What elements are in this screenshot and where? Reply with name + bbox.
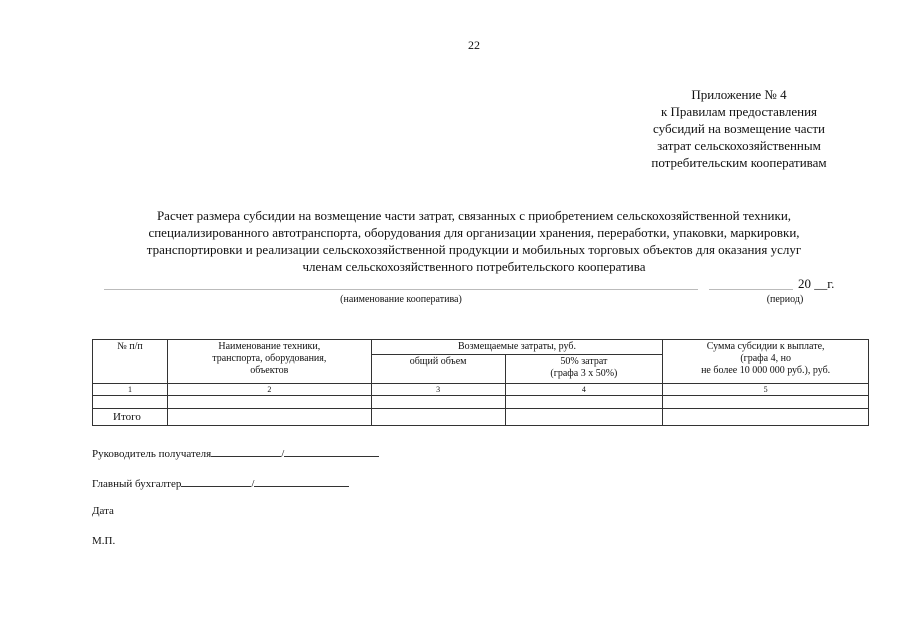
cooperative-name-blank — [104, 289, 698, 290]
column-number: 5 — [663, 384, 869, 396]
head-signature-line: Руководитель получателя / — [92, 446, 379, 460]
header-line: транспорта, оборудования, — [212, 353, 327, 364]
page-number: 22 — [468, 38, 480, 52]
header-line: 50% затрат — [560, 356, 608, 367]
appendix-line: субсидий на возмещение части — [653, 121, 825, 136]
header-number: № п/п — [93, 340, 168, 384]
header-line: (графа 4, но — [740, 353, 791, 364]
table-row — [93, 396, 869, 409]
column-number: 1 — [93, 384, 168, 396]
header-line: Сумма субсидии к выплате, — [706, 341, 825, 352]
period-blank — [709, 289, 793, 290]
header-line: Наименование техники, — [218, 341, 321, 352]
name-blank[interactable] — [254, 476, 349, 487]
table-cell[interactable] — [93, 396, 168, 409]
head-signature-label: Руководитель получателя — [92, 448, 212, 460]
header-half-costs — [505, 355, 663, 384]
appendix-line: Приложение № 4 — [691, 87, 787, 102]
table-header-row — [93, 340, 869, 355]
total-row — [93, 409, 869, 426]
accountant-signature-line: Главный бухгалтер / — [92, 476, 349, 490]
title-line: Расчет размера субсидии на возмещение части затрат, связанных с приобретением сельскохозяйственной техники, — [156, 208, 792, 223]
cooperative-name-label: (наименование кооператива) — [340, 294, 462, 305]
header-line: не более 10 000 000 руб.), руб. — [701, 365, 831, 376]
name-blank[interactable] — [284, 446, 379, 457]
title-line: специализированного автотранспорта, оборудования для организации хранения, переработки, упаковки, маркировки, — [148, 225, 800, 240]
header-costs-group: Возмещаемые затраты, руб. — [371, 340, 663, 355]
table-cell[interactable] — [505, 409, 663, 426]
header-subsidy-amount — [663, 340, 869, 384]
appendix-line: к Правилам предоставления — [660, 104, 818, 119]
period-year: 20 __г. — [798, 276, 835, 291]
date-label: Дата — [92, 505, 114, 517]
column-number: 3 — [371, 384, 505, 396]
header-total-volume: общий объем — [371, 355, 505, 384]
appendix-header — [589, 86, 849, 171]
subsidy-calculation-table — [92, 339, 869, 426]
header-equipment-name — [167, 340, 371, 384]
header-line: объектов — [250, 365, 289, 376]
table-cell[interactable] — [371, 409, 505, 426]
accountant-signature-label: Главный бухгалтер — [92, 478, 182, 490]
table-cell[interactable] — [663, 396, 869, 409]
column-number: 4 — [505, 384, 663, 396]
signature-blank[interactable] — [211, 446, 281, 457]
table-cell[interactable] — [371, 396, 505, 409]
table-cell[interactable] — [167, 409, 371, 426]
appendix-line: потребительским кооперативам — [651, 155, 827, 170]
seal-label: М.П. — [92, 535, 116, 547]
table-cell[interactable] — [505, 396, 663, 409]
title-line: транспортировки и реализации сельскохозяйственной продукции и мобильных торговых объектов для оказания услуг — [146, 242, 802, 257]
document-title — [84, 207, 864, 275]
table-cell[interactable] — [167, 396, 371, 409]
column-number: 2 — [167, 384, 371, 396]
total-label: Итого — [93, 409, 168, 426]
period-label: (период) — [766, 294, 804, 305]
column-numbers-row — [93, 384, 869, 396]
appendix-line: затрат сельскохозяйственным — [657, 138, 821, 153]
signature-blank[interactable] — [181, 476, 251, 487]
title-line: членам сельскохозяйственного потребительского кооператива — [302, 259, 646, 274]
table-cell[interactable] — [663, 409, 869, 426]
header-line: (графа 3 х 50%) — [550, 368, 618, 379]
